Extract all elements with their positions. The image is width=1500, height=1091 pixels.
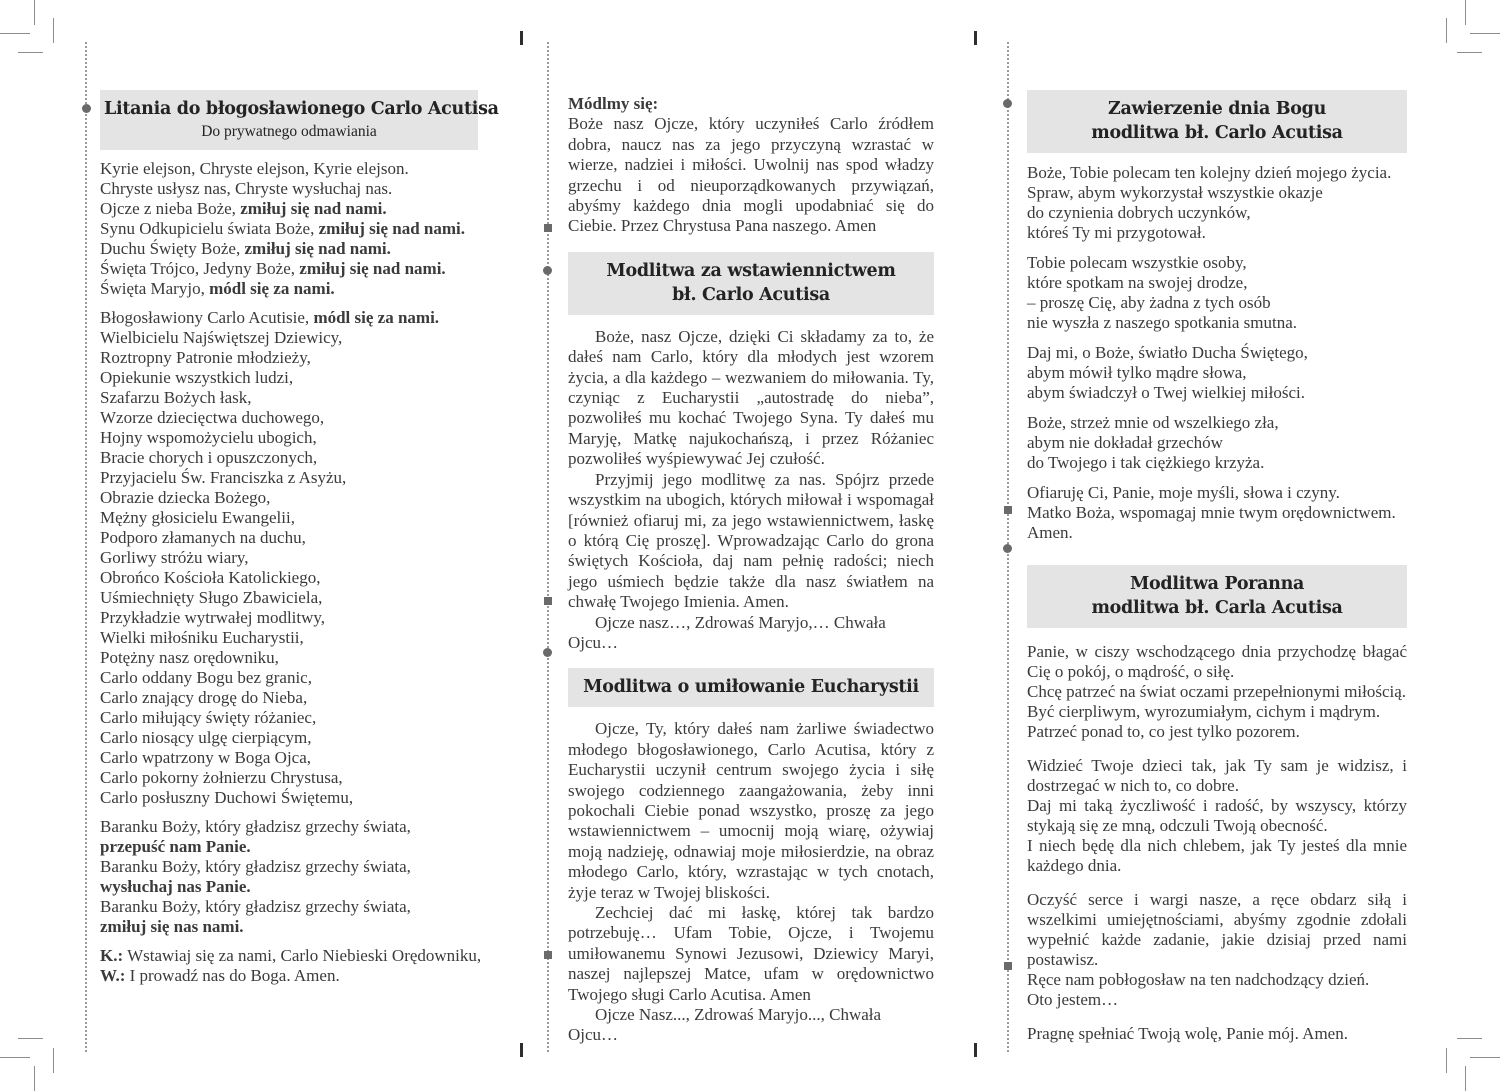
oremus-label: Módlmy się:: [568, 94, 659, 113]
crop-mark: [1470, 33, 1500, 34]
stanza-line: Boże, Tobie polecam ten kolejny dzień mojego życia.: [1027, 163, 1392, 182]
litany-line: Święta Trójco, Jedyny Boże, zmiłuj się nad nami.: [100, 259, 446, 278]
litany-line: Wzorze dziecięctwa duchowego,: [100, 408, 325, 427]
litany-line: Obrońco Kościoła Katolickiego,: [100, 568, 321, 587]
litany-line: Podporo złamanych na duchu,: [100, 528, 306, 547]
stanza-line: Być cierpliwym, wyrozumiałym, cichym i mądrym.: [1027, 702, 1381, 721]
crop-mark: [1470, 1057, 1500, 1058]
crop-mark: [1465, 1066, 1466, 1091]
litany-line: Baranku Boży, który gładzisz grzechy świata,: [100, 817, 411, 836]
stanza-line: Amen.: [1027, 523, 1073, 542]
stanza-line: Pragnę spełniać Twoją wolę, Panie mój. Amen.: [1027, 1024, 1348, 1043]
crop-mark: [0, 33, 30, 34]
litany-line: Duchu Święty Boże, zmiłuj się nad nami.: [100, 239, 391, 258]
stanza-line: Daj mi taką życzliwość i radość, by wszyscy, którzy stykają się ze mną, odczuli Twoją obecność.: [1027, 796, 1407, 835]
litany-header: [100, 90, 499, 150]
litany-line: Bracie chorych i opuszczonych,: [100, 448, 318, 467]
fold-mark: [520, 1043, 523, 1057]
stanza-line: Daj mi, o Boże, światło Ducha Świętego,: [1027, 343, 1308, 362]
crop-mark: [1457, 1038, 1482, 1039]
fold-dotted-line: [547, 42, 549, 1052]
litany-line: Ojcze z nieba Boże, zmiłuj się nad nami.: [100, 199, 387, 218]
litany-line: Baranku Boży, który gładzisz grzechy świata,: [100, 857, 411, 876]
litany-agnus-group: [100, 817, 478, 937]
morning-title-line2: modlitwa bł. Carla Acutisa: [1091, 598, 1343, 618]
stanza-line: do Twojego i tak ciężkiego krzyża.: [1027, 453, 1265, 472]
litany-subtitle: Do prywatnego odmawiania: [201, 123, 377, 140]
prayer-stanza: [1027, 253, 1407, 333]
oremus-paragraph: Boże nasz Ojcze, który uczyniłeś Carlo źródłem dobra, naucz nas za jego przyczyną wzrastać w wierze, nadziei i miłości. Uwolnij nas spod władzy grzechu i od nieuporządkowanych przywiązań, abyśmy każdego dnia mogli upodabniać się do Ciebie. Przez Chrystusa Pana naszego. Amen: [568, 114, 934, 236]
column-prayers-right: [1027, 90, 1407, 1044]
litany-line: Mężny głosicielu Ewangelii,: [100, 508, 295, 527]
litany-title: Litania do błogosławionego Carlo Acutisa: [104, 99, 499, 119]
fold-mark: [974, 1043, 977, 1057]
crop-mark: [0, 1057, 30, 1058]
column-litany: [100, 90, 499, 986]
section-start-marker: [543, 648, 552, 657]
litany-line: Kyrie elejson, Chryste elejson, Kyrie elejson.: [100, 159, 409, 178]
prayer-paragraph: Ojcze nasz…, Zdrowaś Maryjo,… Chwała Ojcu…: [568, 612, 886, 652]
litany-line: Carlo niosący ulgę cierpiącym,: [100, 728, 312, 747]
crop-mark: [53, 18, 54, 43]
prayer-stanza: [1027, 483, 1407, 543]
stanza-line: któreś Ty mi przygotował.: [1027, 223, 1206, 242]
stanza-line: nie wyszła z naszego spotkania smutna.: [1027, 313, 1298, 332]
crop-mark: [1446, 18, 1447, 43]
morning-title-line1: Modlitwa Poranna: [1129, 574, 1305, 594]
litany-line: Wielbicielu Najświętszej Dziewicy,: [100, 328, 343, 347]
eucharist-title: Modlitwa o umiłowanie Eucharystii: [583, 677, 919, 698]
litany-line: Carlo posłuszny Duchowi Świętemu,: [100, 788, 354, 807]
litany-line: Baranku Boży, który gładzisz grzechy świata,: [100, 897, 411, 916]
intercession-header: [568, 252, 934, 315]
section-start-marker: [543, 266, 552, 275]
litany-line: przepuść nam Panie.: [100, 837, 251, 856]
litany-line: Szafarzu Bożych łask,: [100, 388, 252, 407]
section-start-marker: [82, 104, 91, 113]
stanza-line: które spotkam na swojej drodze,: [1027, 273, 1248, 292]
stanza-line: abym świadczył o Twej wielkiej miłości.: [1027, 383, 1305, 402]
entrustment-title-line2: modlitwa bł. Carlo Acutisa: [1091, 123, 1343, 143]
litany-line: zmiłuj się nas nami.: [100, 917, 244, 936]
intercession-title-line1: Modlitwa za wstawiennictwem: [606, 260, 896, 281]
prayer-paragraph: Ojcze, Ty, który dałeś nam żarliwe świadectwo młodego błogosławionego, Carlo Acutisa, który z Eucharystii uczynił centrum swojego życia i siłę swojego codziennego zaangażowania, żeby inni pokochali Ciebie ponad wszystko, proszę za jego wstawiennictwem – umocnij moją wiarę, ożywiaj moją nadzieję, odnawiaj moje miłosierdzie, na obraz młodego Carlo, który, wzrastając w tych cnotach, żyje teraz w Twojej bliskości.: [568, 719, 934, 902]
prayer-stanza: [1027, 1024, 1407, 1044]
intercession-body: [568, 327, 934, 654]
litany-main-group: [100, 308, 478, 808]
prayer-stanza: [1027, 890, 1407, 1010]
stanza-line: Ofiaruję Ci, Panie, moje myśli, słowa i czyny.: [1027, 483, 1340, 502]
crop-mark: [1465, 0, 1466, 25]
litany-line: Carlo miłujący święty różaniec,: [100, 708, 317, 727]
section-end-marker: [544, 951, 552, 959]
prayer-stanza: [1027, 756, 1407, 876]
stanza-line: – proszę Cię, aby żadna z tych osób: [1027, 293, 1271, 312]
stanza-line: Spraw, abym wykorzystał wszystkie okazje: [1027, 183, 1323, 202]
stanza-line: Matko Boża, wspomagaj mnie twym orędownictwem.: [1027, 503, 1396, 522]
litany-line: K.: Wstawiaj się za nami, Carlo Niebieski Orędowniku,: [100, 946, 482, 965]
litany-line: Przyjacielu Św. Franciszka z Asyżu,: [100, 468, 347, 487]
litany-line: Carlo oddany Bogu bez granic,: [100, 668, 312, 687]
litany-line: Święta Maryjo, módl się za nami.: [100, 279, 335, 298]
crop-mark: [1457, 52, 1482, 53]
litany-line: Wielki miłośniku Eucharystii,: [100, 628, 304, 647]
stanza-line: Oczyść serce i wargi nasze, a ręce obdarz siłą i wszelkimi umiejętnościami, abyśmy zgodnie zdołali wypełnić każde zadanie, jakie dzisiaj przed nami postawisz.: [1027, 890, 1407, 969]
prayer-stanza: [1027, 642, 1407, 742]
fold-mark: [974, 31, 977, 45]
crop-mark: [18, 52, 43, 53]
litany-line: Przykładzie wytrwałej modlitwy,: [100, 608, 326, 627]
stanza-line: I niech będę dla nich chlebem, jak Ty jesteś dla mnie każdego dnia.: [1027, 836, 1407, 875]
morning-header: [1027, 565, 1407, 628]
litany-line: Opiekunie wszystkich ludzi,: [100, 368, 294, 387]
litany-line: wysłuchaj nas Panie.: [100, 877, 251, 896]
entrustment-title-line1: Zawierzenie dnia Bogu: [1107, 99, 1326, 119]
section-start-marker: [1003, 544, 1012, 553]
column-prayers-middle: [568, 90, 934, 1046]
litany-line: Błogosławiony Carlo Acutisie, módl się za nami.: [100, 308, 440, 327]
stanza-line: Boże, strzeż mnie od wszelkiego zła,: [1027, 413, 1279, 432]
litany-line: Potężny nasz orędowniku,: [100, 648, 279, 667]
prayer-stanza: [1027, 413, 1407, 473]
section-end-marker: [1004, 506, 1012, 514]
prayer-stanza: [1027, 163, 1407, 243]
litany-versicles: [100, 946, 482, 986]
stanza-line: Patrzeć ponad to, co jest tylko pozorem.: [1027, 722, 1300, 741]
litany-line: Hojny wspomożycielu ubogich,: [100, 428, 317, 447]
litany-line: Carlo pokorny żołnierzu Chrystusa,: [100, 768, 343, 787]
litany-line: Carlo wpatrzony w Boga Ojca,: [100, 748, 312, 767]
litany-line: Roztropny Patronie młodzieży,: [100, 348, 311, 367]
stanza-line: Oto jestem…: [1027, 990, 1119, 1009]
litany-line: Uśmiechnięty Sługo Zbawiciela,: [100, 588, 323, 607]
litany-line: Chryste usłysz nas, Chryste wysłuchaj nas.: [100, 179, 393, 198]
crop-mark: [53, 1048, 54, 1073]
section-end-marker: [544, 597, 552, 605]
stanza-line: Widzieć Twoje dzieci tak, jak Ty sam je widzisz, i dostrzegać w nich to, co dobre.: [1027, 756, 1407, 795]
litany-line: W.: I prowadź nas do Boga. Amen.: [100, 966, 340, 985]
stanza-line: Panie, w ciszy wschodzącego dnia przychodzę błagać Cię o pokój, o mądrość, o siłę.: [1027, 642, 1407, 681]
stanza-line: abym mówił tylko mądre słowa,: [1027, 363, 1247, 382]
litany-line: Gorliwy stróżu wiary,: [100, 548, 249, 567]
fold-dotted-line: [85, 42, 87, 1052]
section-start-marker: [1003, 99, 1012, 108]
entrustment-body: [1027, 163, 1407, 543]
eucharist-header: [568, 668, 934, 707]
entrustment-header: [1027, 90, 1407, 153]
stanza-line: do czynienia dobrych uczynków,: [1027, 203, 1251, 222]
section-end-marker: [1004, 962, 1012, 970]
prayer-paragraph: Boże, nasz Ojcze, dzięki Ci składamy za to, że dałeś nam Carlo, który dla młodych jest wzorem życia, a dla każdego – wezwaniem do miłowania. Ty, czyniąc z Eucharystii „autostradę do nieba”, pozwoliłeś mu kochać Twojego Syna. Ty dałeś mu Maryję, Matkę najukochańszą, i przez Różaniec pozwoliłeś wyśpiewywać Jej czułość.: [568, 326, 934, 469]
section-end-marker: [544, 224, 552, 232]
prayer-stanza: [1027, 343, 1407, 403]
crop-mark: [1446, 1048, 1447, 1073]
litany-line: Synu Odkupicielu świata Boże, zmiłuj się nad nami.: [100, 219, 466, 238]
crop-mark: [34, 0, 35, 25]
stanza-line: Tobie polecam wszystkie osoby,: [1027, 253, 1247, 272]
litany-intro-group: [100, 159, 478, 299]
litany-line: Carlo znający drogę do Nieba,: [100, 688, 308, 707]
morning-body: [1027, 642, 1407, 1044]
prayer-paragraph: Zechciej dać mi łaskę, której tak bardzo potrzebuję… Ufam Tobie, Ojcze, i Twojemu umiłowanemu Synowi Jezusowi, Dziewicy Maryi, naszej najlepszej Matce, ufam w orędownictwo Twojego sługi Carlo Acutisa. Amen: [568, 903, 934, 1004]
prayer-paragraph: Ojcze Nasz..., Zdrowaś Maryjo..., Chwała Ojcu…: [568, 1005, 882, 1045]
crop-mark: [18, 1038, 43, 1039]
litany-line: Obrazie dziecka Bożego,: [100, 488, 271, 507]
fold-mark: [520, 31, 523, 45]
stanza-line: abym nie dokładał grzechów: [1027, 433, 1223, 452]
crop-mark: [34, 1066, 35, 1091]
intercession-title-line2: bł. Carlo Acutisa: [672, 284, 830, 305]
eucharist-body: [568, 719, 934, 1046]
stanza-line: Ręce nam pobłogosław na ten nadchodzący dzień.: [1027, 970, 1370, 989]
stanza-line: Chcę patrzeć na świat oczami przepełnionymi miłością.: [1027, 682, 1407, 701]
prayer-paragraph: Przyjmij jego modlitwę za nas. Spójrz przede wszystkim na ubogich, których miłował i wspomagał [również ofiaruj mi, za jego wstawiennictwem, łaskę o którą Cię proszę]. Wprowadzając Carlo do grona świętych Kościoła, daj nam pełnię radości; niech jego uśmiech będzie także dla nasz światłem na chwałę Twojego Imienia. Amen.: [568, 469, 934, 612]
